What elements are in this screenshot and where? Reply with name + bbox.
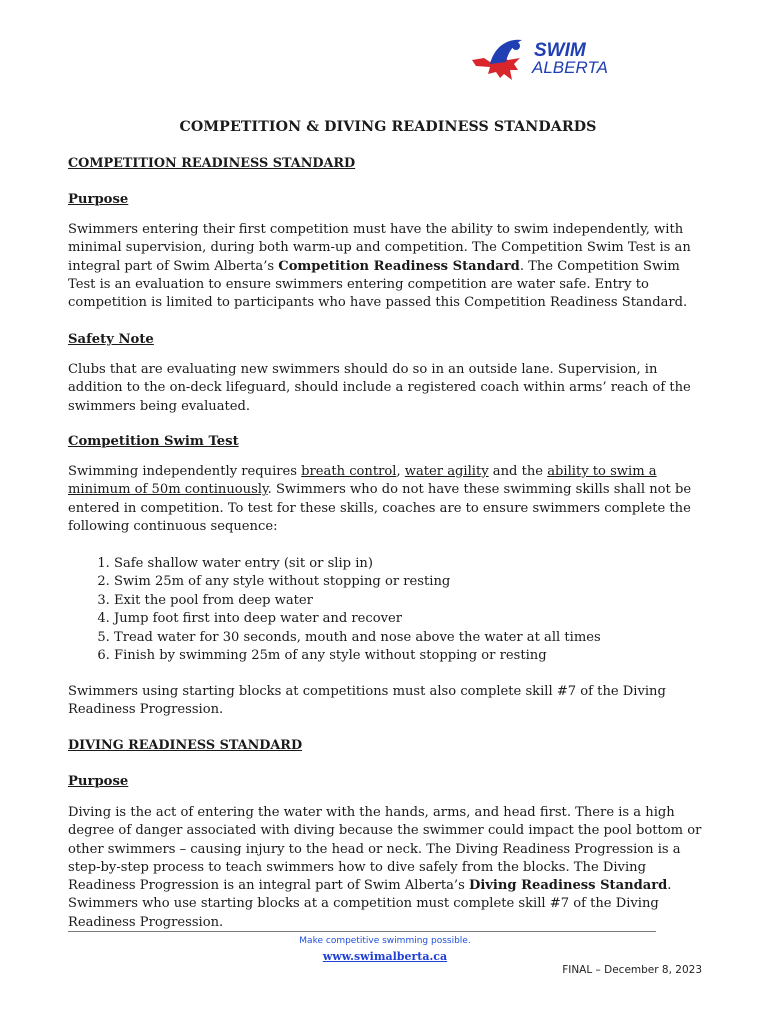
footer-divider	[68, 931, 656, 932]
list-item: 5. Tread water for 30 seconds, mouth and nose above the water at all times	[114, 629, 734, 647]
list-item: 1. Safe shallow water entry (sit or slip in)	[114, 555, 734, 573]
starting-blocks-note: Swimmers using starting blocks at competitions must also complete skill #7 of the Diving Readiness Progression.	[68, 684, 666, 718]
swim-minimum-term: ability to swim a minimum of 50m continuously	[68, 464, 657, 498]
safety-note-heading: Safety Note	[68, 332, 154, 347]
test-sep: ,	[396, 464, 405, 479]
test-text-end: . Swimmers who do not have these swimming skills shall not be entered in competition. To test for these skills, coaches are to ensure swimmers complete the following continuous sequence:	[68, 482, 692, 534]
swim-test-paragraph	[68, 463, 708, 536]
logo-line2: ALBERTA	[532, 58, 608, 77]
diving-text-end: . Swimmers who use starting blocks at a competition must complete skill #7 of the Diving Readiness Progression.	[68, 878, 672, 930]
competition-swim-test-heading: Competition Swim Test	[68, 434, 239, 449]
test-sep: and the	[488, 464, 548, 479]
breath-control-term: breath control	[301, 464, 397, 479]
footer-tagline: Make competitive swimming possible.	[299, 936, 471, 946]
list-item: 4. Jump foot first into deep water and recover	[114, 610, 734, 628]
water-agility-term: water agility	[404, 464, 489, 479]
logo-line1: SWIM	[534, 40, 586, 61]
diving-bold-term: Diving Readiness Standard	[468, 878, 668, 894]
page-title: COMPETITION & DIVING READINESS STANDARDS	[179, 119, 597, 135]
list-item: 6. Finish by swimming 25m of any style without stopping or resting	[114, 647, 734, 665]
safety-note-paragraph: Clubs that are evaluating new swimmers should do so in an outside lane. Supervision, in addition to the on-deck lifeguard, should include a registered coach within arms’ reach of the swimmers being evaluated.	[68, 362, 691, 414]
website-link[interactable]: www.swimalberta.ca	[322, 950, 448, 963]
purpose-text: Swimmers entering their first competition must have the ability to swim independently, with minimal supervision, during both warm-up and competition. The Competition Swim Test is an integral part of Swim Alberta’s	[68, 222, 691, 274]
list-item: 2. Swim 25m of any style without stopping or resting	[114, 573, 734, 591]
competition-purpose-paragraph	[68, 221, 708, 312]
list-item: 3. Exit the pool from deep water	[114, 592, 734, 610]
swim-test-steps-list	[68, 555, 734, 665]
test-text: Swimming independently requires	[68, 464, 302, 479]
final-date: FINAL – December 8, 2023	[562, 964, 702, 976]
competition-section-heading: COMPETITION READINESS STANDARD	[68, 156, 356, 171]
diving-section-heading: DIVING READINESS STANDARD	[68, 738, 303, 753]
purpose-bold-term: Competition Readiness Standard	[278, 258, 520, 274]
diving-purpose-heading: Purpose	[68, 774, 129, 789]
diving-text: Diving is the act of entering the water with the hands, arms, and head first. There is a high degree of danger associated with diving because the swimmer could impact the pool bottom or other swimmers – causing injury to the head or neck. The Diving Readiness Progression is a step-by-step process to teach swimmers how to dive safely from the blocks. The Diving Readiness Progression is an integral part of Swim Alberta’s	[68, 805, 702, 894]
competition-purpose-heading: Purpose	[68, 192, 129, 207]
swim-alberta-logo	[470, 34, 630, 82]
swim-alberta-logo-graphic	[470, 34, 630, 82]
diving-purpose-paragraph	[68, 804, 708, 932]
purpose-text-end: . The Competition Swim Test is an evaluation to ensure swimmers entering competition are water safe. Entry to competition is limited to participants who have passed this Competition Readiness Standard.	[68, 258, 688, 311]
